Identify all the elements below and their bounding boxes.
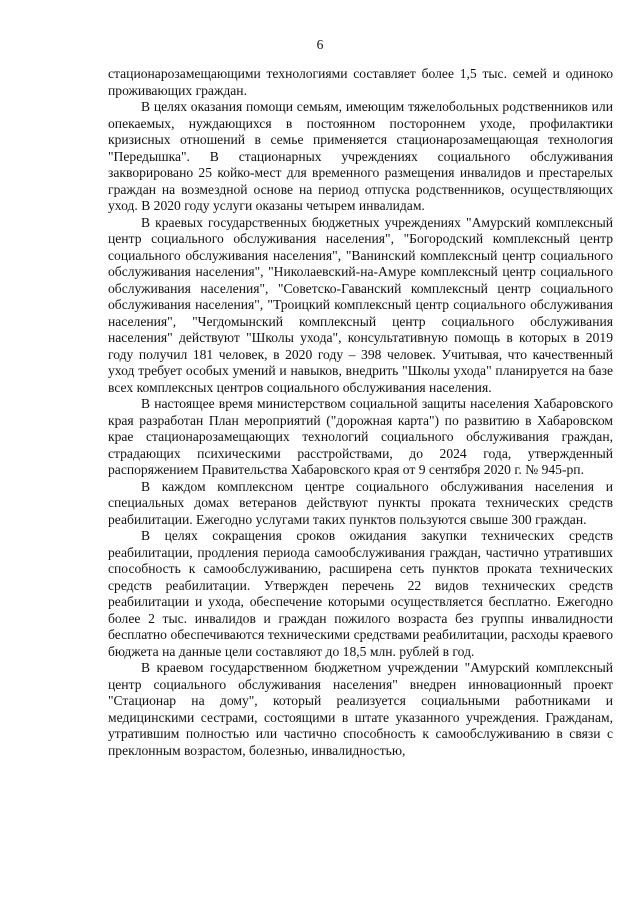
paragraph-7: В краевом государственном бюджетном учреждении "Амурский комплексный центр социального обслуживания населения" внедрен инновационный проект "Стационар на дому", который реализуется социальными работниками и медицинскими сестрами, состоящими в штате указанного учреждения. Гражданам, утратившим полностью или частично способность к самообслуживанию в связи с преклонным возрастом, болезнью, инвалидностью,: [108, 660, 613, 758]
paragraph-5: В каждом комплексном центре социального обслуживания населения и специальных домах ветеранов действуют пункты проката технических средств реабилитации. Ежегодно услугами таких пунктов пользуются свыше 300 граждан.: [108, 478, 613, 527]
page-number: 6: [316, 37, 324, 52]
paragraph-2: В целях оказания помощи семьям, имеющим тяжелобольных родственников или опекаемых, нуждающихся в постоянном постороннем уходе, профилактики кризисных отношений в семье применяется стационарозамещающая технология "Передышка". В стационарных учреждениях социального обслуживания закворировано 25 койко-мест для временного размещения инвалидов и престарелых граждан на возмездной основе на период отпуска родственников, осуществляющих уход. В 2020 году услуги оказаны четырем инвалидам.: [108, 99, 613, 213]
document-body: [108, 66, 613, 759]
paragraph-6: В целях сокращения сроков ожидания закупки технических средств реабилитации, продления периода самообслуживания граждан, частично утративших способность к самообслуживанию, расширена сеть пунктов проката технических средств реабилитации. Утвержден перечень 22 видов технических средств реабилитации и ухода, обеспечение которыми осуществляется бесплатно. Ежегодно более 2 тыс. инвалидов и граждан пожилого возраста без группы инвалидности бесплатно обеспечиваются техническими средствами реабилитации, расходы краевого бюджета на данные цели составляют до 18,5 млн. рублей в год.: [108, 528, 613, 659]
paragraph-1: стационарозамещающими технологиями составляет более 1,5 тыс. семей и одиноко проживающих граждан.: [108, 66, 613, 98]
paragraph-4: В настоящее время министерством социальной защиты населения Хабаровского края разработан План мероприятий ("дорожная карта") по развитию в Хабаровском крае стационарозамещающих технологий социального обслуживания граждан, страдающих психическими расстройствами, до 2024 года, утвержденный распоряжением Правительства Хабаровского края от 9 сентября 2020 г. № 945-рп.: [108, 396, 613, 477]
paragraph-3: В краевых государственных бюджетных учреждениях "Амурский комплексный центр социального обслуживания населения", "Богородский комплексный центр социального обслуживания населения", "Ванинский комплексный центр социального обслуживания населения", "Николаевский-на-Амуре комплексный центр социального обслуживания населения", "Советско-Гаванский комплексный центр социального обслуживания населения", "Троицкий комплексный центр социального обслуживания населения", "Чегдомынский комплексный центр социального обслуживания населения" действуют "Школы ухода", консультативную помощь в которых в 2019 году получил 181 человек, в 2020 году – 398 человек. Учитывая, что качественный уход требует особых умений и навыков, внедрить "Школы ухода" планируется на базе всех комплексных центров социального обслуживания населения.: [108, 214, 613, 395]
